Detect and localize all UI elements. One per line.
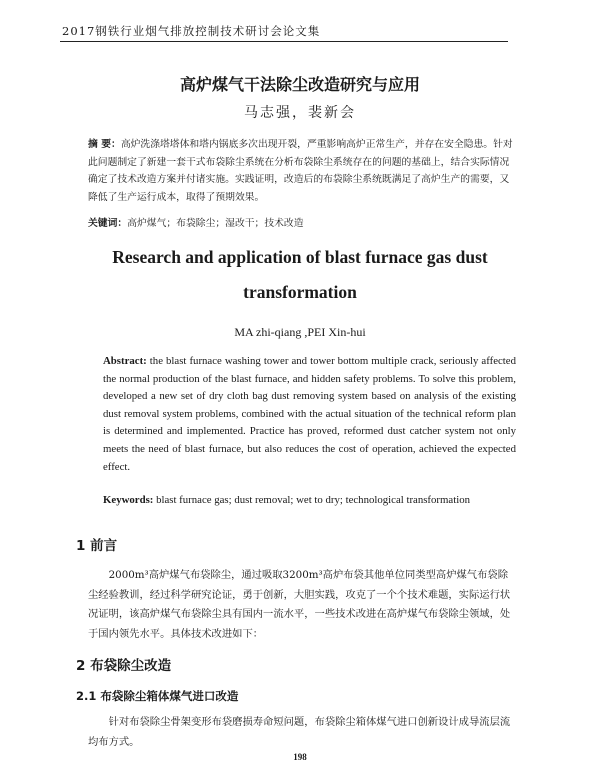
header-rule: [60, 41, 508, 42]
keywords-cn-label: 关键词：: [88, 218, 128, 229]
keywords-cn: [88, 215, 518, 229]
keywords-en-text: blast furnace gas; dust removal; wet to dry; technological transformation: [153, 494, 471, 506]
section-paragraph-introduction: 2000m³高炉煤气布袋除尘，通过吸取3200m³高炉布袋其他单位同类型高炉煤气布袋除尘经验教训，经过科学研究论证，勇于创新，大胆实践，攻克了一个个技术难题，实际运行状况证明，该高炉煤气布袋除尘具有国内一流水平，一些技术改进在高炉煤气布袋除尘领域，处于国内领先水平。具体技术改进如下：: [88, 569, 511, 640]
subsection-paragraph-gas-inlet: 针对布袋除尘骨架变形布袋磨损寿命短问题，布袋除尘箱体煤气进口创新设计成导流层流均布方式。: [88, 716, 511, 748]
abstract-cn-text: 高炉洗涤塔塔体和塔内锅底多次出现开裂，严重影响高炉正常生产，并存在安全隐患。针对此问题制定了新建一套干式布袋除尘系统在分析布袋除尘系统存在的问题的基础上，结合实际情况确定了技术改造方案并付诸实施。实践证明，改造后的布袋除尘系统既满足了高炉生产的需要，又降低了生产运行成本，取得了预期效果。: [88, 139, 513, 203]
authors-cn: 马志强，裴新会: [244, 105, 356, 121]
paper-title-cn: 高炉煤气干法除尘改造研究与应用: [179, 75, 420, 94]
running-header: 2017钢铁行业烟气排放控制技术研讨会论文集: [62, 24, 321, 38]
paper-title-en-line1: Research and application of blast furnace gas dust: [112, 247, 488, 267]
abstract-cn: [88, 136, 518, 206]
keywords-cn-text: 高炉煤气；布袋除尘；湿改干；技术改造: [127, 218, 304, 229]
abstract-en: [103, 353, 516, 476]
abstract-en-label: Abstract:: [103, 355, 147, 367]
page-number: 198: [293, 752, 307, 762]
section-heading-introduction: 1 前言: [76, 538, 118, 554]
paper-title-en-line2: transformation: [243, 282, 357, 302]
abstract-cn-label: 摘 要：: [88, 139, 121, 150]
abstract-en-text: the blast furnace washing tower and tower bottom multiple crack, seriously affected the normal production of the blast furnace, and hidden safety problems. To solve this problem, developed a new set of dry cloth bag dust removing system based on analysis of the existing dust removal system problems, combined with the actual situation of the technical reform plan is determined and implemented. Practice has proved, reformed dust catcher system not only meets the need of blast furnace, but also reduces the cost of operation, achieved the expected effect.: [103, 355, 516, 473]
paper-title-en: [0, 240, 600, 310]
section-heading-bag-dust-removal: 2 布袋除尘改造: [76, 658, 172, 674]
subsection-heading-gas-inlet: 2.1 布袋除尘箱体煤气进口改造: [76, 689, 239, 703]
keywords-en-label: Keywords:: [103, 494, 154, 506]
authors-en: MA zhi-qiang ,PEI Xin-hui: [234, 325, 366, 339]
keywords-en: [103, 494, 523, 506]
